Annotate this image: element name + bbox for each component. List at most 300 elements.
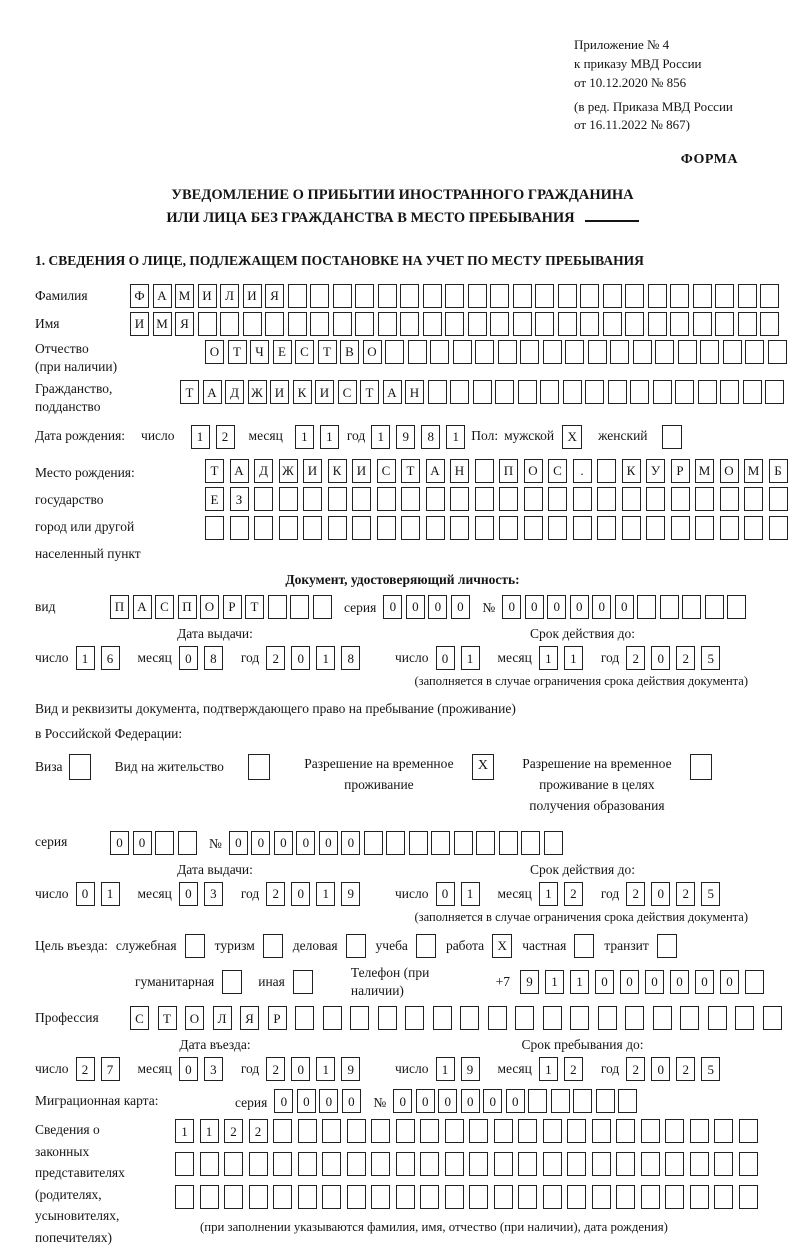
char-cell[interactable] <box>450 380 469 404</box>
char-cell[interactable]: 2 <box>249 1119 268 1143</box>
char-cell[interactable] <box>524 487 543 511</box>
char-cell[interactable] <box>364 831 383 855</box>
char-cell[interactable]: 1 <box>545 970 564 994</box>
char-cell[interactable] <box>715 284 734 308</box>
char-cell[interactable]: Е <box>205 487 224 511</box>
char-cell[interactable] <box>622 487 641 511</box>
char-cell[interactable]: Е <box>273 340 292 364</box>
char-cell[interactable] <box>743 380 762 404</box>
char-cell[interactable] <box>499 831 518 855</box>
char-cell[interactable]: 2 <box>266 1057 285 1081</box>
char-cell[interactable] <box>323 1006 342 1030</box>
char-cell[interactable]: Т <box>401 459 420 483</box>
char-cell[interactable] <box>423 312 442 336</box>
char-cell[interactable] <box>396 1185 415 1209</box>
char-cell[interactable] <box>720 487 739 511</box>
char-cell[interactable]: 0 <box>592 595 611 619</box>
char-cell[interactable]: А <box>133 595 152 619</box>
char-cell[interactable] <box>543 1119 562 1143</box>
char-cell[interactable] <box>378 312 397 336</box>
char-cell[interactable] <box>445 1119 464 1143</box>
purpose-study-checkbox[interactable] <box>416 934 436 958</box>
char-cell[interactable] <box>745 970 764 994</box>
char-cell[interactable] <box>558 312 577 336</box>
char-cell[interactable] <box>355 284 374 308</box>
char-cell[interactable] <box>597 487 616 511</box>
char-cell[interactable] <box>254 487 273 511</box>
char-cell[interactable] <box>499 487 518 511</box>
char-cell[interactable]: 9 <box>396 425 415 449</box>
char-cell[interactable]: И <box>243 284 262 308</box>
char-cell[interactable] <box>473 380 492 404</box>
char-cell[interactable]: 1 <box>175 1119 194 1143</box>
char-cell[interactable] <box>249 1185 268 1209</box>
char-cell[interactable]: М <box>175 284 194 308</box>
char-cell[interactable] <box>430 340 449 364</box>
char-cell[interactable] <box>727 595 746 619</box>
char-cell[interactable]: И <box>130 312 149 336</box>
char-cell[interactable]: 9 <box>461 1057 480 1081</box>
char-cell[interactable] <box>565 340 584 364</box>
char-cell[interactable] <box>347 1119 366 1143</box>
char-cell[interactable] <box>518 1185 537 1209</box>
char-cell[interactable]: А <box>153 284 172 308</box>
char-cell[interactable] <box>295 1006 314 1030</box>
char-cell[interactable] <box>347 1152 366 1176</box>
char-cell[interactable] <box>328 516 347 540</box>
char-cell[interactable] <box>693 284 712 308</box>
char-cell[interactable] <box>513 312 532 336</box>
char-cell[interactable] <box>695 516 714 540</box>
char-cell[interactable] <box>518 1119 537 1143</box>
char-cell[interactable] <box>313 595 332 619</box>
char-cell[interactable]: 0 <box>570 595 589 619</box>
char-cell[interactable] <box>515 1006 534 1030</box>
char-cell[interactable] <box>660 595 679 619</box>
char-cell[interactable] <box>273 1152 292 1176</box>
char-cell[interactable] <box>625 284 644 308</box>
char-cell[interactable]: 2 <box>564 882 583 906</box>
char-cell[interactable] <box>453 340 472 364</box>
char-cell[interactable] <box>592 1185 611 1209</box>
char-cell[interactable]: 2 <box>266 646 285 670</box>
char-cell[interactable] <box>322 1119 341 1143</box>
char-cell[interactable]: 0 <box>274 831 293 855</box>
char-cell[interactable]: О <box>720 459 739 483</box>
char-cell[interactable] <box>371 1152 390 1176</box>
char-cell[interactable] <box>763 1006 782 1030</box>
char-cell[interactable]: 9 <box>520 970 539 994</box>
residence-permit-checkbox[interactable] <box>248 754 270 780</box>
char-cell[interactable]: 2 <box>676 882 695 906</box>
char-cell[interactable] <box>520 340 539 364</box>
char-cell[interactable] <box>371 1119 390 1143</box>
char-cell[interactable]: С <box>377 459 396 483</box>
char-cell[interactable] <box>680 1006 699 1030</box>
char-cell[interactable]: 9 <box>341 882 360 906</box>
char-cell[interactable] <box>445 1152 464 1176</box>
char-cell[interactable] <box>567 1185 586 1209</box>
char-cell[interactable]: 0 <box>436 646 455 670</box>
char-cell[interactable]: 2 <box>564 1057 583 1081</box>
char-cell[interactable]: О <box>205 340 224 364</box>
char-cell[interactable]: 0 <box>229 831 248 855</box>
char-cell[interactable] <box>521 831 540 855</box>
char-cell[interactable]: 0 <box>695 970 714 994</box>
char-cell[interactable]: 2 <box>626 1057 645 1081</box>
char-cell[interactable] <box>567 1152 586 1176</box>
char-cell[interactable] <box>765 380 784 404</box>
char-cell[interactable] <box>641 1152 660 1176</box>
char-cell[interactable] <box>254 516 273 540</box>
char-cell[interactable]: Л <box>213 1006 232 1030</box>
char-cell[interactable] <box>385 340 404 364</box>
char-cell[interactable] <box>625 312 644 336</box>
char-cell[interactable] <box>768 340 787 364</box>
char-cell[interactable] <box>671 516 690 540</box>
char-cell[interactable] <box>665 1152 684 1176</box>
char-cell[interactable]: 0 <box>291 882 310 906</box>
char-cell[interactable] <box>708 1006 727 1030</box>
char-cell[interactable] <box>637 595 656 619</box>
char-cell[interactable]: В <box>340 340 359 364</box>
char-cell[interactable]: М <box>695 459 714 483</box>
char-cell[interactable] <box>288 284 307 308</box>
char-cell[interactable] <box>524 516 543 540</box>
char-cell[interactable]: 0 <box>547 595 566 619</box>
char-cell[interactable]: 2 <box>626 882 645 906</box>
char-cell[interactable] <box>396 1152 415 1176</box>
char-cell[interactable] <box>678 340 697 364</box>
char-cell[interactable]: Ч <box>250 340 269 364</box>
char-cell[interactable] <box>580 312 599 336</box>
char-cell[interactable]: 5 <box>701 646 720 670</box>
char-cell[interactable] <box>401 516 420 540</box>
char-cell[interactable] <box>200 1152 219 1176</box>
char-cell[interactable]: 0 <box>319 1089 338 1113</box>
char-cell[interactable]: 0 <box>342 1089 361 1113</box>
char-cell[interactable]: И <box>198 284 217 308</box>
char-cell[interactable]: 0 <box>179 882 198 906</box>
char-cell[interactable] <box>243 312 262 336</box>
char-cell[interactable] <box>625 1006 644 1030</box>
char-cell[interactable] <box>310 284 329 308</box>
char-cell[interactable] <box>347 1185 366 1209</box>
char-cell[interactable]: 0 <box>383 595 402 619</box>
purpose-transit-checkbox[interactable] <box>657 934 677 958</box>
char-cell[interactable]: 0 <box>436 882 455 906</box>
char-cell[interactable] <box>646 487 665 511</box>
char-cell[interactable] <box>714 1152 733 1176</box>
char-cell[interactable]: К <box>328 459 347 483</box>
char-cell[interactable]: 1 <box>316 646 335 670</box>
char-cell[interactable]: 2 <box>224 1119 243 1143</box>
char-cell[interactable] <box>495 380 514 404</box>
char-cell[interactable] <box>420 1119 439 1143</box>
char-cell[interactable]: 3 <box>204 882 223 906</box>
char-cell[interactable] <box>178 831 197 855</box>
char-cell[interactable] <box>655 340 674 364</box>
char-cell[interactable] <box>290 595 309 619</box>
char-cell[interactable] <box>648 284 667 308</box>
char-cell[interactable]: С <box>548 459 567 483</box>
char-cell[interactable]: 1 <box>461 646 480 670</box>
char-cell[interactable]: 1 <box>539 646 558 670</box>
char-cell[interactable]: 0 <box>341 831 360 855</box>
char-cell[interactable]: 2 <box>266 882 285 906</box>
char-cell[interactable]: Ж <box>248 380 267 404</box>
char-cell[interactable] <box>400 312 419 336</box>
char-cell[interactable] <box>420 1152 439 1176</box>
char-cell[interactable]: 1 <box>101 882 120 906</box>
char-cell[interactable]: И <box>352 459 371 483</box>
char-cell[interactable] <box>563 380 582 404</box>
char-cell[interactable] <box>426 516 445 540</box>
char-cell[interactable] <box>488 1006 507 1030</box>
char-cell[interactable] <box>540 380 559 404</box>
char-cell[interactable] <box>690 1185 709 1209</box>
char-cell[interactable] <box>288 312 307 336</box>
char-cell[interactable] <box>720 380 739 404</box>
char-cell[interactable]: С <box>130 1006 149 1030</box>
char-cell[interactable] <box>715 312 734 336</box>
char-cell[interactable]: А <box>230 459 249 483</box>
char-cell[interactable] <box>573 487 592 511</box>
char-cell[interactable] <box>224 1185 243 1209</box>
char-cell[interactable] <box>528 1089 547 1113</box>
char-cell[interactable] <box>738 312 757 336</box>
char-cell[interactable] <box>597 516 616 540</box>
char-cell[interactable]: 0 <box>133 831 152 855</box>
char-cell[interactable] <box>298 1119 317 1143</box>
char-cell[interactable] <box>175 1185 194 1209</box>
char-cell[interactable]: С <box>155 595 174 619</box>
char-cell[interactable]: 3 <box>204 1057 223 1081</box>
char-cell[interactable] <box>573 516 592 540</box>
purpose-other-checkbox[interactable] <box>293 970 313 994</box>
char-cell[interactable]: 8 <box>341 646 360 670</box>
char-cell[interactable] <box>648 312 667 336</box>
char-cell[interactable] <box>720 516 739 540</box>
char-cell[interactable] <box>475 459 494 483</box>
char-cell[interactable]: С <box>295 340 314 364</box>
char-cell[interactable] <box>513 284 532 308</box>
char-cell[interactable]: Р <box>223 595 242 619</box>
char-cell[interactable] <box>400 284 419 308</box>
char-cell[interactable] <box>377 516 396 540</box>
char-cell[interactable] <box>475 340 494 364</box>
char-cell[interactable]: 0 <box>393 1089 412 1113</box>
char-cell[interactable] <box>682 595 701 619</box>
char-cell[interactable] <box>739 1185 758 1209</box>
char-cell[interactable] <box>543 1152 562 1176</box>
char-cell[interactable]: 1 <box>539 882 558 906</box>
char-cell[interactable] <box>494 1119 513 1143</box>
char-cell[interactable]: 0 <box>438 1089 457 1113</box>
char-cell[interactable] <box>450 487 469 511</box>
char-cell[interactable] <box>298 1185 317 1209</box>
char-cell[interactable] <box>597 459 616 483</box>
char-cell[interactable] <box>475 516 494 540</box>
char-cell[interactable]: 0 <box>502 595 521 619</box>
char-cell[interactable] <box>328 487 347 511</box>
char-cell[interactable] <box>476 831 495 855</box>
char-cell[interactable] <box>544 831 563 855</box>
purpose-tourism-checkbox[interactable] <box>263 934 283 958</box>
char-cell[interactable] <box>739 1152 758 1176</box>
char-cell[interactable]: 0 <box>274 1089 293 1113</box>
char-cell[interactable]: О <box>363 340 382 364</box>
char-cell[interactable]: Я <box>265 284 284 308</box>
char-cell[interactable]: 0 <box>506 1089 525 1113</box>
char-cell[interactable]: П <box>110 595 129 619</box>
char-cell[interactable]: 1 <box>295 425 314 449</box>
char-cell[interactable] <box>420 1185 439 1209</box>
char-cell[interactable]: 0 <box>251 831 270 855</box>
char-cell[interactable]: 8 <box>204 646 223 670</box>
char-cell[interactable] <box>433 1006 452 1030</box>
char-cell[interactable]: 0 <box>297 1089 316 1113</box>
char-cell[interactable] <box>543 340 562 364</box>
char-cell[interactable]: О <box>185 1006 204 1030</box>
char-cell[interactable]: Т <box>205 459 224 483</box>
sex-male-checkbox[interactable]: X <box>562 425 582 449</box>
char-cell[interactable] <box>454 831 473 855</box>
char-cell[interactable]: Т <box>158 1006 177 1030</box>
char-cell[interactable]: Н <box>450 459 469 483</box>
char-cell[interactable] <box>675 380 694 404</box>
char-cell[interactable] <box>445 284 464 308</box>
char-cell[interactable]: 0 <box>525 595 544 619</box>
char-cell[interactable] <box>598 1006 617 1030</box>
char-cell[interactable] <box>350 1006 369 1030</box>
char-cell[interactable]: 5 <box>701 882 720 906</box>
char-cell[interactable]: 0 <box>595 970 614 994</box>
char-cell[interactable] <box>445 312 464 336</box>
char-cell[interactable]: 2 <box>626 646 645 670</box>
char-cell[interactable] <box>230 516 249 540</box>
char-cell[interactable]: Т <box>360 380 379 404</box>
char-cell[interactable] <box>705 595 724 619</box>
char-cell[interactable]: 5 <box>701 1057 720 1081</box>
char-cell[interactable]: Б <box>769 459 788 483</box>
char-cell[interactable]: М <box>744 459 763 483</box>
char-cell[interactable] <box>155 831 174 855</box>
char-cell[interactable]: О <box>524 459 543 483</box>
purpose-private-checkbox[interactable] <box>574 934 594 958</box>
char-cell[interactable] <box>273 1119 292 1143</box>
char-cell[interactable] <box>646 516 665 540</box>
char-cell[interactable]: Ф <box>130 284 149 308</box>
char-cell[interactable] <box>745 340 764 364</box>
char-cell[interactable] <box>548 516 567 540</box>
char-cell[interactable] <box>622 516 641 540</box>
char-cell[interactable] <box>735 1006 754 1030</box>
char-cell[interactable] <box>396 1119 415 1143</box>
char-cell[interactable]: 1 <box>570 970 589 994</box>
char-cell[interactable]: 0 <box>670 970 689 994</box>
char-cell[interactable] <box>665 1185 684 1209</box>
char-cell[interactable] <box>445 1185 464 1209</box>
char-cell[interactable]: С <box>338 380 357 404</box>
char-cell[interactable]: 0 <box>110 831 129 855</box>
char-cell[interactable] <box>744 516 763 540</box>
char-cell[interactable] <box>450 516 469 540</box>
char-cell[interactable] <box>268 595 287 619</box>
char-cell[interactable] <box>322 1152 341 1176</box>
char-cell[interactable] <box>494 1152 513 1176</box>
sex-female-checkbox[interactable] <box>662 425 682 449</box>
char-cell[interactable]: Я <box>240 1006 259 1030</box>
char-cell[interactable]: 0 <box>296 831 315 855</box>
char-cell[interactable] <box>567 1119 586 1143</box>
char-cell[interactable] <box>744 487 763 511</box>
char-cell[interactable] <box>618 1089 637 1113</box>
char-cell[interactable]: 0 <box>651 1057 670 1081</box>
char-cell[interactable] <box>580 284 599 308</box>
char-cell[interactable] <box>405 1006 424 1030</box>
char-cell[interactable] <box>273 1185 292 1209</box>
char-cell[interactable] <box>603 284 622 308</box>
char-cell[interactable] <box>548 487 567 511</box>
char-cell[interactable] <box>760 284 779 308</box>
char-cell[interactable]: А <box>426 459 445 483</box>
char-cell[interactable]: К <box>622 459 641 483</box>
char-cell[interactable] <box>498 340 517 364</box>
char-cell[interactable]: 1 <box>436 1057 455 1081</box>
char-cell[interactable]: 0 <box>428 595 447 619</box>
char-cell[interactable] <box>431 831 450 855</box>
char-cell[interactable] <box>693 312 712 336</box>
char-cell[interactable]: 1 <box>76 646 95 670</box>
char-cell[interactable] <box>200 1185 219 1209</box>
char-cell[interactable] <box>205 516 224 540</box>
char-cell[interactable] <box>377 487 396 511</box>
char-cell[interactable]: У <box>646 459 665 483</box>
char-cell[interactable] <box>475 487 494 511</box>
char-cell[interactable]: П <box>178 595 197 619</box>
char-cell[interactable]: Ж <box>279 459 298 483</box>
char-cell[interactable] <box>371 1185 390 1209</box>
char-cell[interactable]: 1 <box>371 425 390 449</box>
char-cell[interactable] <box>303 487 322 511</box>
char-cell[interactable]: 1 <box>191 425 210 449</box>
char-cell[interactable] <box>641 1119 660 1143</box>
char-cell[interactable]: 0 <box>179 1057 198 1081</box>
char-cell[interactable]: 1 <box>200 1119 219 1143</box>
char-cell[interactable] <box>738 284 757 308</box>
char-cell[interactable]: 0 <box>651 882 670 906</box>
char-cell[interactable]: 1 <box>316 1057 335 1081</box>
char-cell[interactable]: 2 <box>76 1057 95 1081</box>
char-cell[interactable] <box>769 487 788 511</box>
char-cell[interactable] <box>279 487 298 511</box>
char-cell[interactable]: 0 <box>319 831 338 855</box>
char-cell[interactable]: 0 <box>179 646 198 670</box>
char-cell[interactable]: 0 <box>483 1089 502 1113</box>
char-cell[interactable]: И <box>303 459 322 483</box>
purpose-business-checkbox[interactable] <box>346 934 366 958</box>
char-cell[interactable]: 0 <box>291 1057 310 1081</box>
char-cell[interactable]: 1 <box>461 882 480 906</box>
char-cell[interactable] <box>249 1152 268 1176</box>
char-cell[interactable] <box>608 380 627 404</box>
char-cell[interactable] <box>378 1006 397 1030</box>
char-cell[interactable]: П <box>499 459 518 483</box>
char-cell[interactable]: 0 <box>291 646 310 670</box>
char-cell[interactable] <box>653 1006 672 1030</box>
char-cell[interactable] <box>220 312 239 336</box>
